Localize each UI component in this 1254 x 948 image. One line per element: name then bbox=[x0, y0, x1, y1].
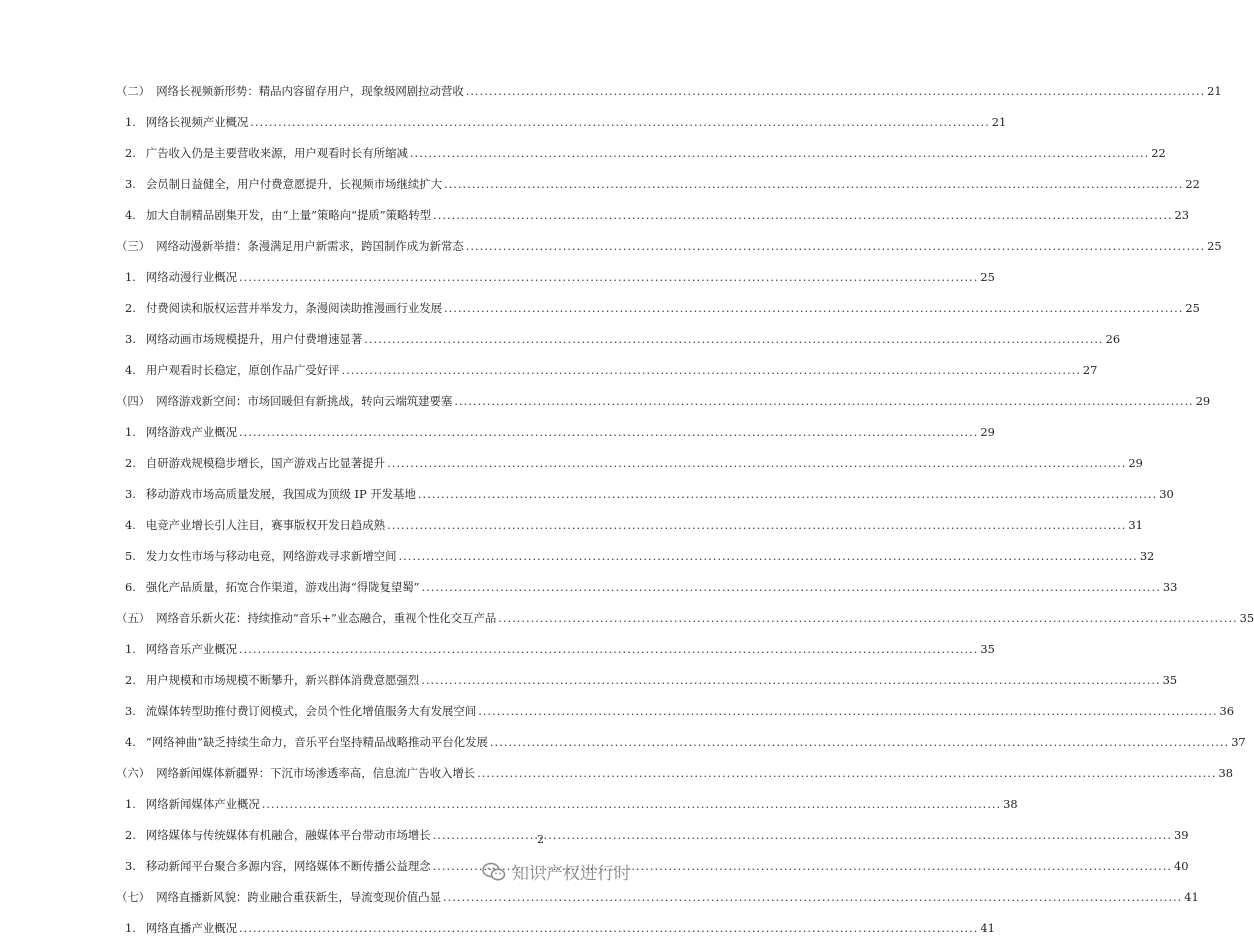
wechat-icon bbox=[482, 862, 506, 882]
toc-page-number: 36 bbox=[1219, 704, 1235, 718]
toc-entry-number: 2. bbox=[125, 828, 136, 842]
toc-page-number: 22 bbox=[1185, 177, 1200, 191]
toc-entry-title: 流媒体转型助推付费订阅模式，会员个性化增值服务大有发展空间 bbox=[145, 704, 477, 718]
toc-page-number: 38 bbox=[1218, 766, 1233, 780]
toc-entry-number: 1. bbox=[125, 270, 136, 284]
toc-page-number: 21 bbox=[1207, 84, 1222, 98]
toc-leader-dots bbox=[387, 514, 1126, 536]
toc-entry-title: 网络媒体与传统媒体有机融合，融媒体平台带动市场增长 bbox=[145, 828, 431, 842]
toc-leader-dots bbox=[421, 669, 1160, 691]
toc-page-number: 41 bbox=[1184, 890, 1199, 904]
toc-subsection-entry[interactable] bbox=[116, 483, 1174, 505]
toc-entry-number: 3. bbox=[125, 332, 136, 346]
toc-entry-number: 3. bbox=[125, 177, 136, 191]
toc-page-number: 31 bbox=[1128, 518, 1143, 532]
toc-leader-dots bbox=[398, 545, 1137, 567]
toc-leader-dots bbox=[466, 235, 1205, 257]
toc-entry-title: 电竞产业增长引人注目，赛事版权开发日趋成熟 bbox=[145, 518, 386, 532]
toc-page-number: 30 bbox=[1159, 487, 1174, 501]
toc-entry-number: （四） bbox=[116, 394, 151, 408]
toc-entry-title: 网络游戏新空间：市场回暖但有新挑战，转向云端筑建要塞 bbox=[156, 394, 453, 408]
toc-subsection-entry[interactable] bbox=[116, 514, 1143, 536]
toc-subsection-entry[interactable] bbox=[116, 266, 995, 288]
toc-subsection-entry[interactable] bbox=[116, 173, 1200, 195]
toc-entry-number: 1. bbox=[125, 797, 136, 811]
toc-page-number: 32 bbox=[1139, 549, 1155, 563]
toc-entry-title: 网络动漫新举措：条漫满足用户新需求，跨国制作成为新常态 bbox=[156, 239, 464, 253]
toc-page-number: 25 bbox=[1207, 239, 1222, 253]
toc-subsection-entry[interactable] bbox=[116, 359, 1098, 381]
toc-leader-dots bbox=[262, 793, 1001, 815]
toc-entry-number: 2. bbox=[125, 456, 136, 470]
toc-subsection-entry[interactable] bbox=[116, 111, 1007, 133]
toc-page-number: 21 bbox=[991, 115, 1007, 129]
toc-subsection-entry[interactable] bbox=[116, 669, 1178, 691]
toc-leader-dots bbox=[239, 421, 978, 443]
watermark bbox=[482, 859, 631, 884]
toc-leader-dots bbox=[364, 328, 1103, 350]
toc-section-entry[interactable] bbox=[116, 390, 1211, 412]
toc-entry-number: 3. bbox=[125, 487, 136, 501]
toc-leader-dots bbox=[498, 607, 1237, 629]
toc-entry-title: 会员制日益健全，用户付费意愿提升，长视频市场继续扩大 bbox=[145, 177, 443, 191]
toc-subsection-entry[interactable] bbox=[116, 638, 995, 660]
toc-leader-dots bbox=[410, 142, 1149, 164]
toc-entry-title: 网络动漫行业概况 bbox=[145, 270, 238, 284]
toc-leader-dots bbox=[444, 173, 1183, 195]
toc-leader-dots bbox=[422, 576, 1161, 598]
toc-entry-title: 强化产品质量，拓宽合作渠道，游戏出海“得陇复望蜀” bbox=[145, 580, 420, 594]
toc-subsection-entry[interactable] bbox=[116, 576, 1178, 598]
toc-entry-number: 3. bbox=[125, 859, 136, 873]
toc-page-number: 41 bbox=[980, 921, 995, 935]
toc-entry-title: 付费阅读和版权运营并举发力，条漫阅读助推漫画行业发展 bbox=[145, 301, 443, 315]
toc-entry-title: 用户规模和市场规模不断攀升，新兴群体消费意愿强烈 bbox=[145, 673, 420, 687]
toc-entry-number: 1. bbox=[125, 115, 136, 129]
toc-leader-dots bbox=[387, 452, 1126, 474]
toc-section-entry[interactable] bbox=[116, 235, 1222, 257]
toc-entry-title: 网络直播新风貌：跨业融合重获新生，导流变现价值凸显 bbox=[156, 890, 441, 904]
toc-subsection-entry[interactable] bbox=[116, 204, 1189, 226]
toc-section-entry[interactable] bbox=[116, 886, 1199, 908]
toc-leader-dots bbox=[342, 359, 1081, 381]
toc-page-number: 35 bbox=[1239, 611, 1254, 625]
toc-entry-title: 广告收入仍是主要营收来源，用户观看时长有所缩减 bbox=[145, 146, 408, 160]
toc-entry-number: （七） bbox=[116, 890, 151, 904]
toc-entry-number: 2. bbox=[125, 673, 136, 687]
toc-entry-title: 自研游戏规模稳步增长，国产游戏占比显著提升 bbox=[145, 456, 386, 470]
toc-entry-title: 网络长视频新形势：精品内容留存用户，现象级网剧拉动营收 bbox=[156, 84, 464, 98]
toc-entry-title: 网络长视频产业概况 bbox=[145, 115, 249, 129]
toc-entry-number: 4. bbox=[125, 363, 136, 377]
toc-leader-dots bbox=[239, 638, 978, 660]
toc-section-entry[interactable] bbox=[116, 80, 1222, 102]
toc-entry-number: （五） bbox=[116, 611, 151, 625]
toc-subsection-entry[interactable] bbox=[116, 545, 1155, 567]
toc-subsection-entry[interactable] bbox=[116, 142, 1166, 164]
toc-subsection-entry[interactable] bbox=[116, 328, 1121, 350]
toc-entry-number: （六） bbox=[116, 766, 151, 780]
toc-entry-number: 2. bbox=[125, 301, 136, 315]
toc-entry-number: 4. bbox=[125, 208, 136, 222]
toc-entry-number: 5. bbox=[125, 549, 136, 563]
toc-page-number: 26 bbox=[1105, 332, 1121, 346]
toc-leader-dots bbox=[477, 762, 1216, 784]
toc-entry-title: 网络音乐产业概况 bbox=[145, 642, 238, 656]
toc-page-number: 40 bbox=[1173, 859, 1189, 873]
toc-page-number: 38 bbox=[1003, 797, 1018, 811]
toc-page-number: 27 bbox=[1082, 363, 1098, 377]
toc-leader-dots bbox=[478, 700, 1217, 722]
toc-entry-title: 网络音乐新火花：持续推动“音乐+”业态融合，重视个性化交互产品 bbox=[156, 611, 497, 625]
toc-entry-title: 移动新闻平台聚合多源内容，网络媒体不断传播公益理念 bbox=[145, 859, 431, 873]
toc-page-number: 22 bbox=[1151, 146, 1166, 160]
toc-subsection-entry[interactable] bbox=[116, 297, 1200, 319]
toc-entry-title: 移动游戏市场高质量发展，我国成为顶级 IP 开发基地 bbox=[145, 487, 416, 501]
toc-page-number: 39 bbox=[1173, 828, 1189, 842]
toc-leader-dots bbox=[239, 917, 978, 939]
toc-section-entry[interactable] bbox=[116, 607, 1254, 629]
toc-leader-dots bbox=[433, 204, 1172, 226]
toc-subsection-entry[interactable] bbox=[116, 421, 995, 443]
toc-entry-title: “网络神曲”缺乏持续生命力，音乐平台坚持精品战略推动平台化发展 bbox=[145, 735, 488, 749]
toc-page-number: 25 bbox=[1185, 301, 1200, 315]
toc-entry-number: 3. bbox=[125, 704, 136, 718]
toc-entry-number: 1. bbox=[125, 921, 136, 935]
toc-leader-dots bbox=[418, 483, 1157, 505]
watermark-text: 知识产权进行时 bbox=[512, 864, 631, 884]
toc-entry-number: 1. bbox=[125, 425, 136, 439]
toc-entry-title: 网络动画市场规模提升，用户付费增速显著 bbox=[145, 332, 363, 346]
toc-entry-number: 4. bbox=[125, 518, 136, 532]
toc-entry-number: 6. bbox=[125, 580, 136, 594]
toc-entry-title: 网络游戏产业概况 bbox=[145, 425, 238, 439]
toc-leader-dots bbox=[454, 390, 1193, 412]
page-number: 2 bbox=[537, 833, 544, 846]
toc-entry-title: 加大自制精品剧集开发，由“上量”策略向“提质”策略转型 bbox=[145, 208, 432, 222]
toc-page-number: 29 bbox=[1195, 394, 1211, 408]
toc-entry-title: 网络直播产业概况 bbox=[145, 921, 238, 935]
toc-subsection-entry[interactable] bbox=[116, 824, 1189, 846]
toc-subsection-entry[interactable] bbox=[116, 793, 1018, 815]
toc-subsection-entry[interactable] bbox=[116, 917, 995, 939]
toc-page-number: 29 bbox=[1128, 456, 1143, 470]
toc-page-number: 29 bbox=[980, 425, 995, 439]
toc-page-number: 25 bbox=[980, 270, 995, 284]
toc-entry-number: （二） bbox=[116, 84, 151, 98]
toc-subsection-entry[interactable] bbox=[116, 731, 1246, 753]
toc-entry-number: 2. bbox=[125, 146, 136, 160]
toc-page-number: 37 bbox=[1231, 735, 1246, 749]
toc-page-number: 23 bbox=[1174, 208, 1189, 222]
toc-entry-title: 用户观看时长稳定，原创作品广受好评 bbox=[145, 363, 340, 377]
toc-entry-title: 网络新闻媒体新疆界：下沉市场渗透率高，信息流广告收入增长 bbox=[156, 766, 476, 780]
toc-page-number: 33 bbox=[1162, 580, 1178, 594]
toc-leader-dots bbox=[239, 266, 978, 288]
toc-section-entry[interactable] bbox=[116, 762, 1233, 784]
toc-page-number: 35 bbox=[980, 642, 995, 656]
toc-entry-number: （三） bbox=[116, 239, 151, 253]
toc-entry-number: 1. bbox=[125, 642, 136, 656]
toc-entry-number: 4. bbox=[125, 735, 136, 749]
toc-leader-dots bbox=[490, 731, 1229, 753]
toc-leader-dots bbox=[444, 297, 1183, 319]
toc-entry-title: 发力女性市场与移动电竞，网络游戏寻求新增空间 bbox=[145, 549, 397, 563]
toc-subsection-entry[interactable] bbox=[116, 452, 1143, 474]
toc-leader-dots bbox=[250, 111, 989, 133]
toc-page-number: 35 bbox=[1162, 673, 1178, 687]
toc-leader-dots bbox=[443, 886, 1182, 908]
toc-leader-dots bbox=[466, 80, 1205, 102]
toc-subsection-entry[interactable] bbox=[116, 700, 1235, 722]
toc-entry-title: 网络新闻媒体产业概况 bbox=[145, 797, 260, 811]
